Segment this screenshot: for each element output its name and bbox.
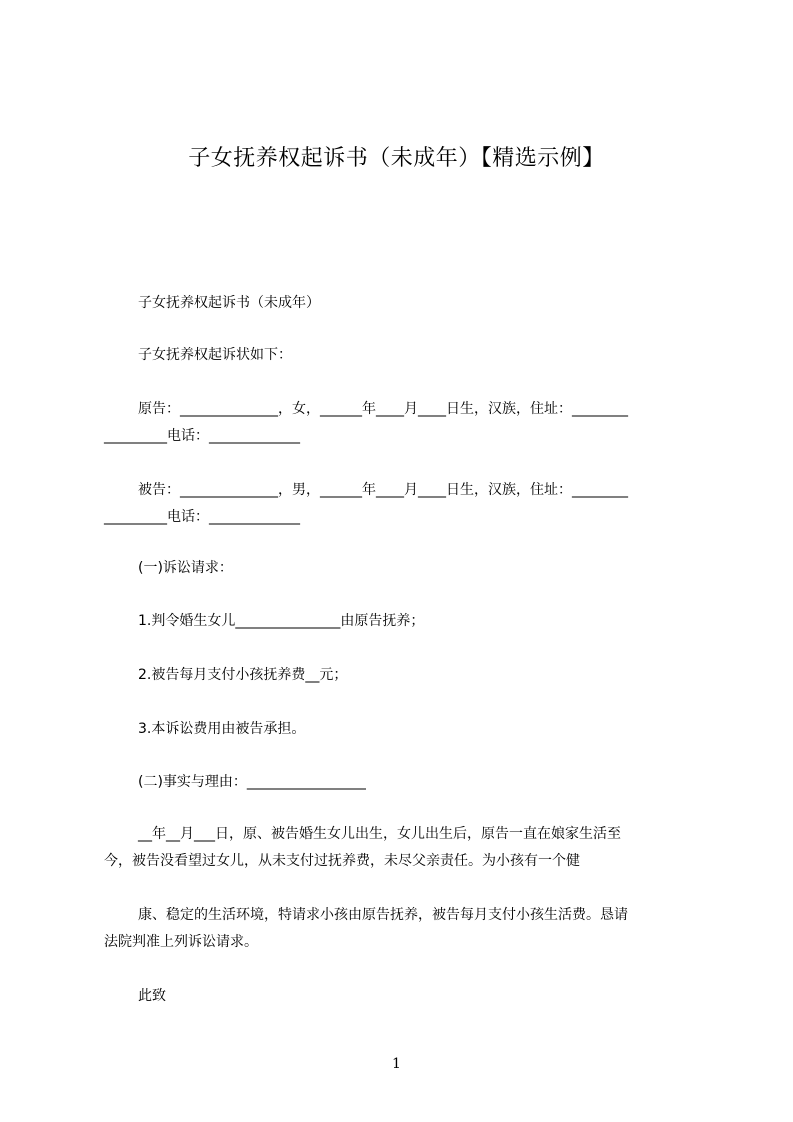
plaintiff-line-2: _________电话：_____________ xyxy=(104,428,300,444)
facts-heading: (二)事实与理由：_________________ xyxy=(138,774,366,790)
intro-line: 子女抚养权起诉状如下： xyxy=(138,347,292,363)
facts-paragraph-2-line-1: 康、稳定的生活环境，特请求小孩由原告抚养，被告每月支付小孩生活费。恳请 xyxy=(138,907,628,923)
plaintiff-line-1: 原告：______________，女，______年____月____日生，汉族，住址：________ xyxy=(138,401,628,417)
closing-line: 此致 xyxy=(138,988,166,1004)
claim-1: 1.判令婚生女儿_______________由原告抚养； xyxy=(138,613,425,629)
subtitle-line: 子女抚养权起诉书（未成年） xyxy=(138,295,320,311)
page-number: 1 xyxy=(392,1056,401,1072)
claim-3: 3.本诉讼费用由被告承担。 xyxy=(138,721,306,737)
claims-heading: (一)诉讼请求： xyxy=(138,560,233,576)
defendant-line-2: _________电话：_____________ xyxy=(104,509,300,525)
facts-paragraph-1-line-1: __年__月___日，原、被告婚生女儿出生，女儿出生后，原告一直在娘家生活至 xyxy=(138,826,621,842)
facts-paragraph-2-line-2: 法院判准上列诉讼请求。 xyxy=(104,934,258,950)
defendant-line-1: 被告：______________，男，______年____月____日生，汉族，住址：________ xyxy=(138,482,628,498)
claim-2: 2.被告每月支付小孩抚养费__元； xyxy=(138,667,348,683)
facts-paragraph-1-line-2: 今，被告没看望过女儿，从未支付过抚养费，未尽父亲责任。为小孩有一个健 xyxy=(104,853,580,869)
page-title: 子女抚养权起诉书（未成年）【精选示例】 xyxy=(188,146,605,171)
